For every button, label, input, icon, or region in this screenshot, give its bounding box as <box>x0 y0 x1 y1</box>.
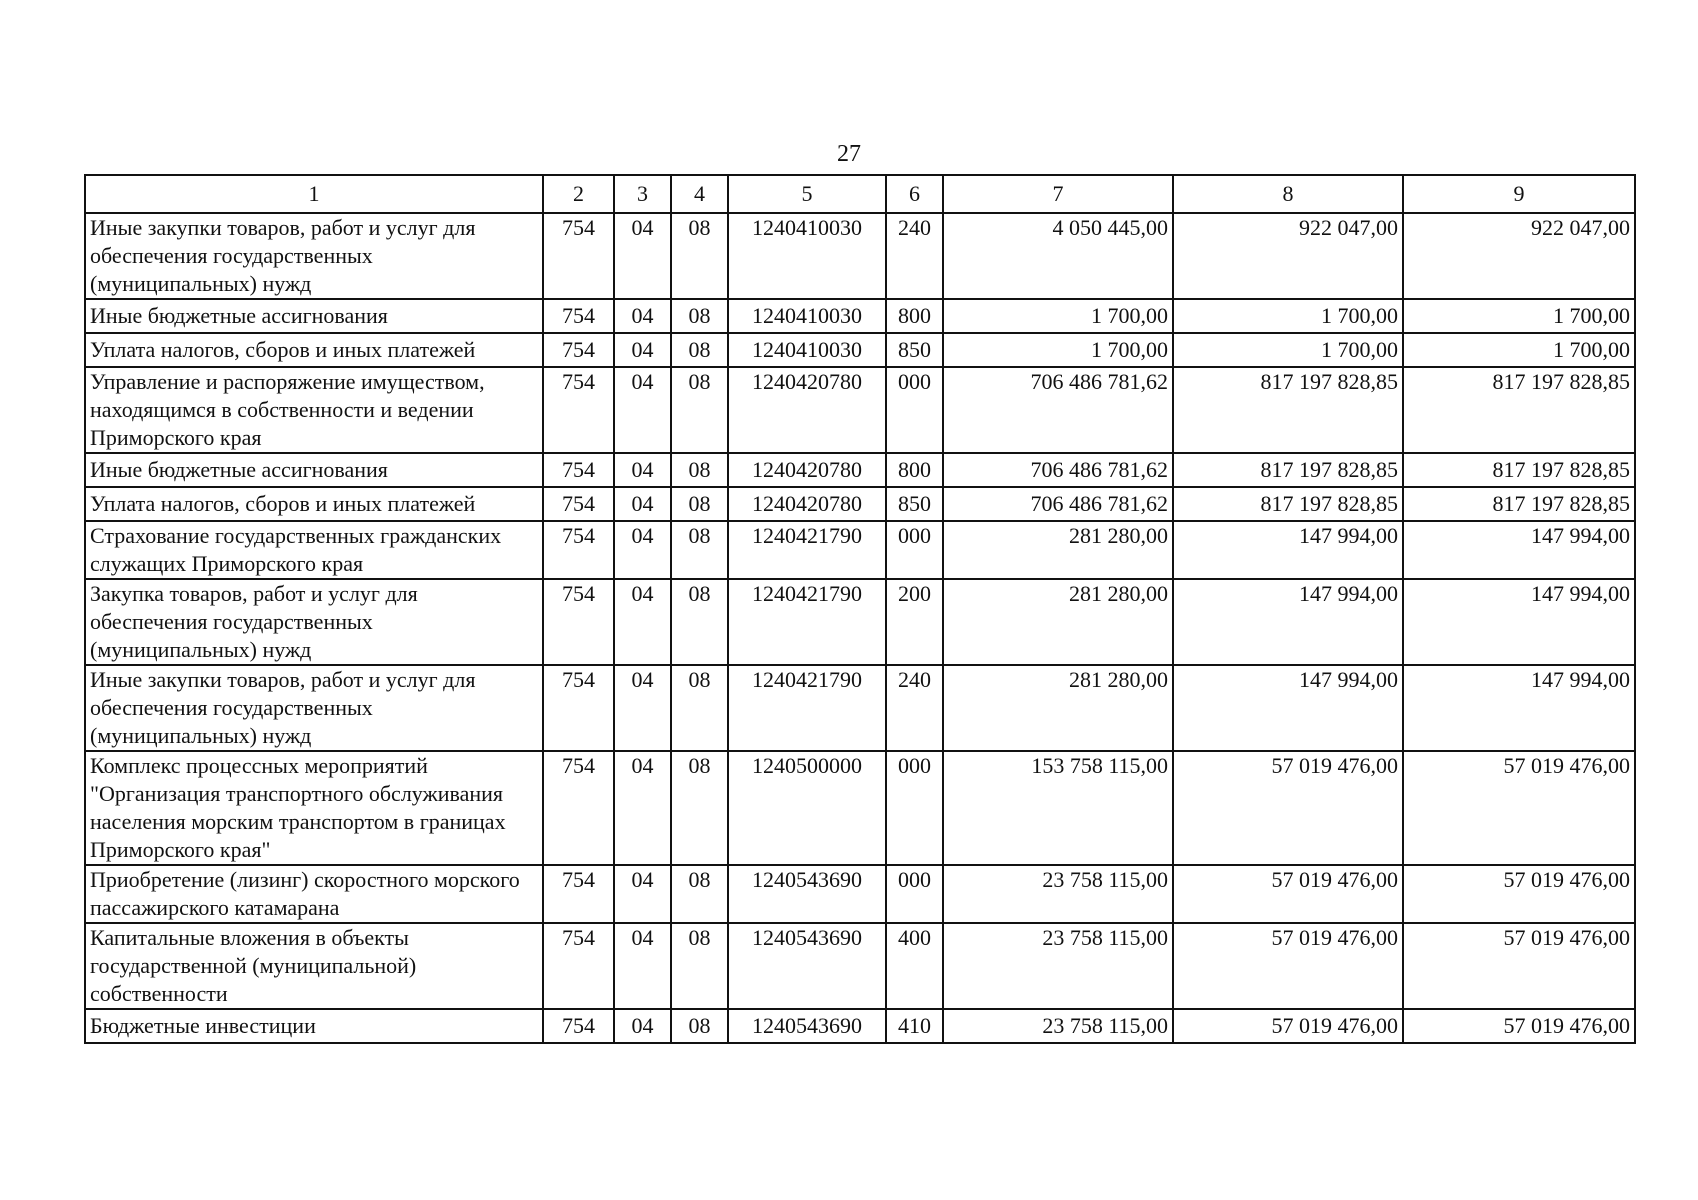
row-amount-9: 817 197 828,85 <box>1403 453 1635 487</box>
row-col-5: 1240410030 <box>728 299 886 333</box>
row-amount-9: 147 994,00 <box>1403 665 1635 751</box>
row-amount-9: 1 700,00 <box>1403 333 1635 367</box>
row-col-4: 08 <box>671 333 728 367</box>
table-row <box>85 367 1635 453</box>
row-amount-7: 23 758 115,00 <box>943 923 1173 1009</box>
row-col-4: 08 <box>671 923 728 1009</box>
row-col-5: 1240421790 <box>728 579 886 665</box>
row-col-6: 000 <box>886 751 943 865</box>
row-col-2: 754 <box>543 367 614 453</box>
table-row <box>85 487 1635 521</box>
row-col-6: 200 <box>886 579 943 665</box>
row-col-2: 754 <box>543 865 614 923</box>
row-col-4: 08 <box>671 487 728 521</box>
row-col-3: 04 <box>614 665 671 751</box>
row-name: Бюджетные инвестиции <box>85 1009 543 1043</box>
row-amount-9: 147 994,00 <box>1403 579 1635 665</box>
header-col-8: 8 <box>1173 175 1403 213</box>
row-col-5: 1240420780 <box>728 453 886 487</box>
row-col-6: 800 <box>886 453 943 487</box>
row-col-3: 04 <box>614 213 671 299</box>
row-col-4: 08 <box>671 299 728 333</box>
row-name: Страхование государственных гражданских служащих Приморского края <box>85 521 543 579</box>
row-amount-7: 281 280,00 <box>943 579 1173 665</box>
budget-table <box>84 174 1636 1044</box>
row-col-2: 754 <box>543 1009 614 1043</box>
row-col-6: 400 <box>886 923 943 1009</box>
row-amount-7: 281 280,00 <box>943 665 1173 751</box>
row-amount-8: 147 994,00 <box>1173 579 1403 665</box>
table-row <box>85 333 1635 367</box>
row-amount-8: 817 197 828,85 <box>1173 453 1403 487</box>
row-col-6: 000 <box>886 367 943 453</box>
row-name: Иные закупки товаров, работ и услуг для обеспечения государственных (муниципальных) нужд <box>85 665 543 751</box>
row-col-2: 754 <box>543 333 614 367</box>
row-col-6: 800 <box>886 299 943 333</box>
row-amount-8: 1 700,00 <box>1173 299 1403 333</box>
row-col-5: 1240410030 <box>728 333 886 367</box>
row-col-6: 000 <box>886 521 943 579</box>
row-amount-8: 57 019 476,00 <box>1173 923 1403 1009</box>
row-amount-7: 706 486 781,62 <box>943 453 1173 487</box>
header-col-7: 7 <box>943 175 1173 213</box>
row-amount-7: 23 758 115,00 <box>943 1009 1173 1043</box>
page-number: 27 <box>837 141 861 167</box>
row-col-5: 1240410030 <box>728 213 886 299</box>
row-amount-8: 57 019 476,00 <box>1173 751 1403 865</box>
row-col-2: 754 <box>543 923 614 1009</box>
row-col-4: 08 <box>671 1009 728 1043</box>
row-amount-9: 817 197 828,85 <box>1403 367 1635 453</box>
row-col-6: 850 <box>886 333 943 367</box>
row-col-6: 410 <box>886 1009 943 1043</box>
row-amount-8: 57 019 476,00 <box>1173 1009 1403 1043</box>
row-col-6: 000 <box>886 865 943 923</box>
row-name: Закупка товаров, работ и услуг для обеспечения государственных (муниципальных) нужд <box>85 579 543 665</box>
table-row <box>85 665 1635 751</box>
row-name: Уплата налогов, сборов и иных платежей <box>85 487 543 521</box>
row-col-4: 08 <box>671 453 728 487</box>
row-col-6: 850 <box>886 487 943 521</box>
header-col-4: 4 <box>671 175 728 213</box>
row-col-2: 754 <box>543 299 614 333</box>
row-col-5: 1240543690 <box>728 1009 886 1043</box>
row-amount-8: 1 700,00 <box>1173 333 1403 367</box>
row-col-3: 04 <box>614 579 671 665</box>
table-header-row <box>85 175 1635 213</box>
row-amount-9: 817 197 828,85 <box>1403 487 1635 521</box>
row-col-3: 04 <box>614 865 671 923</box>
row-amount-8: 57 019 476,00 <box>1173 865 1403 923</box>
row-col-2: 754 <box>543 665 614 751</box>
row-col-4: 08 <box>671 213 728 299</box>
row-name: Иные бюджетные ассигнования <box>85 299 543 333</box>
row-name: Уплата налогов, сборов и иных платежей <box>85 333 543 367</box>
row-col-2: 754 <box>543 453 614 487</box>
header-col-2: 2 <box>543 175 614 213</box>
row-name: Иные бюджетные ассигнования <box>85 453 543 487</box>
row-amount-9: 147 994,00 <box>1403 521 1635 579</box>
table-row <box>85 521 1635 579</box>
row-col-5: 1240421790 <box>728 665 886 751</box>
row-amount-7: 1 700,00 <box>943 299 1173 333</box>
row-col-3: 04 <box>614 521 671 579</box>
row-col-4: 08 <box>671 751 728 865</box>
row-col-3: 04 <box>614 367 671 453</box>
row-name: Иные закупки товаров, работ и услуг для обеспечения государственных (муниципальных) нужд <box>85 213 543 299</box>
row-col-3: 04 <box>614 333 671 367</box>
row-col-4: 08 <box>671 521 728 579</box>
row-amount-7: 706 486 781,62 <box>943 367 1173 453</box>
row-col-6: 240 <box>886 213 943 299</box>
row-amount-8: 817 197 828,85 <box>1173 367 1403 453</box>
row-col-2: 754 <box>543 213 614 299</box>
row-col-3: 04 <box>614 453 671 487</box>
row-name: Капитальные вложения в объекты государственной (муниципальной) собственности <box>85 923 543 1009</box>
row-amount-7: 23 758 115,00 <box>943 865 1173 923</box>
row-name: Управление и распоряжение имуществом, находящимся в собственности и ведении Приморского края <box>85 367 543 453</box>
row-amount-7: 4 050 445,00 <box>943 213 1173 299</box>
row-amount-8: 922 047,00 <box>1173 213 1403 299</box>
row-col-2: 754 <box>543 751 614 865</box>
table-row <box>85 1009 1635 1043</box>
row-amount-9: 57 019 476,00 <box>1403 865 1635 923</box>
header-col-9: 9 <box>1403 175 1635 213</box>
row-col-2: 754 <box>543 487 614 521</box>
row-amount-9: 57 019 476,00 <box>1403 923 1635 1009</box>
row-col-5: 1240543690 <box>728 865 886 923</box>
table-row <box>85 751 1635 865</box>
row-col-4: 08 <box>671 579 728 665</box>
row-col-4: 08 <box>671 665 728 751</box>
header-col-1: 1 <box>85 175 543 213</box>
row-col-5: 1240421790 <box>728 521 886 579</box>
header-col-3: 3 <box>614 175 671 213</box>
row-col-2: 754 <box>543 579 614 665</box>
row-col-5: 1240420780 <box>728 367 886 453</box>
row-col-3: 04 <box>614 1009 671 1043</box>
row-amount-7: 706 486 781,62 <box>943 487 1173 521</box>
row-amount-9: 57 019 476,00 <box>1403 1009 1635 1043</box>
row-col-3: 04 <box>614 487 671 521</box>
header-col-6: 6 <box>886 175 943 213</box>
row-col-3: 04 <box>614 923 671 1009</box>
row-col-5: 1240543690 <box>728 923 886 1009</box>
row-col-5: 1240420780 <box>728 487 886 521</box>
row-col-4: 08 <box>671 865 728 923</box>
table-row <box>85 865 1635 923</box>
table-row <box>85 299 1635 333</box>
row-col-5: 1240500000 <box>728 751 886 865</box>
row-col-4: 08 <box>671 367 728 453</box>
row-col-3: 04 <box>614 299 671 333</box>
row-amount-9: 1 700,00 <box>1403 299 1635 333</box>
row-amount-8: 817 197 828,85 <box>1173 487 1403 521</box>
row-col-2: 754 <box>543 521 614 579</box>
table-row <box>85 923 1635 1009</box>
row-amount-7: 1 700,00 <box>943 333 1173 367</box>
row-name: Приобретение (лизинг) скоростного морского пассажирского катамарана <box>85 865 543 923</box>
row-amount-7: 281 280,00 <box>943 521 1173 579</box>
row-col-3: 04 <box>614 751 671 865</box>
table-row <box>85 213 1635 299</box>
row-amount-8: 147 994,00 <box>1173 665 1403 751</box>
table-row <box>85 453 1635 487</box>
table-row <box>85 579 1635 665</box>
row-amount-9: 922 047,00 <box>1403 213 1635 299</box>
row-name: Комплекс процессных мероприятий "Организация транспортного обслуживания населения морским транспортом в границах Приморского края" <box>85 751 543 865</box>
row-amount-9: 57 019 476,00 <box>1403 751 1635 865</box>
row-amount-7: 153 758 115,00 <box>943 751 1173 865</box>
header-col-5: 5 <box>728 175 886 213</box>
row-col-6: 240 <box>886 665 943 751</box>
row-amount-8: 147 994,00 <box>1173 521 1403 579</box>
